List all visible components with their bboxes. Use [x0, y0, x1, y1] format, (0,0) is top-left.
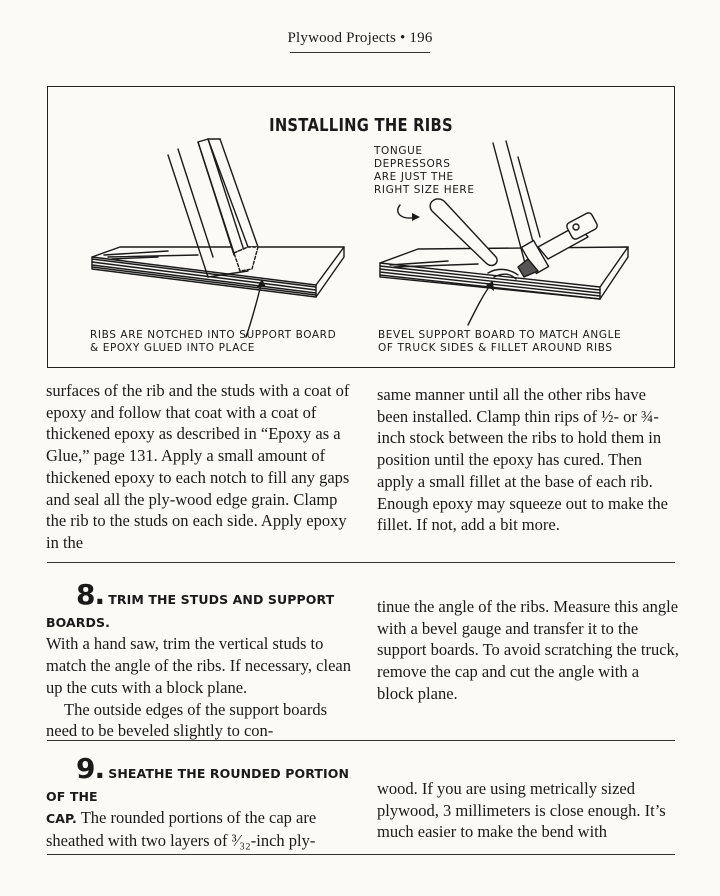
step8-heading: TRIM THE STUDS AND SUPPORT BOARDS. [46, 592, 335, 630]
callout-tongue-depressors: TONGUE DEPRESSORS ARE JUST THE RIGHT SIZE HERE [374, 145, 475, 196]
top-right-text: same manner until all the other ribs have been installed. Clamp thin rips of ½- or ¾-inch stock between the ribs to hold them in position until the epoxy has cured. Then apply a small fillet at the base of each rib. Enough epoxy may squeeze out to make the fillet. If not, add a bit more. [377, 385, 668, 535]
top-right-column [377, 384, 679, 536]
step8-right-text: tinue the angle of the ribs. Measure this angle with a bevel gauge and transfer it to the support boards. To avoid scratching the truck, remove the cap and cut the angle with a block plane. [377, 597, 679, 703]
step9-left-column [46, 752, 351, 852]
section-divider-2 [47, 740, 675, 741]
top-left-column [46, 380, 351, 554]
step9-right-column [377, 778, 679, 843]
right-caption-pointer [468, 283, 492, 325]
header-rule [290, 52, 430, 53]
step9-heading-line [46, 752, 351, 807]
top-left-text: surfaces of the rib and the studs with a coat of epoxy and follow that coat with a coat of thickened epoxy as described in “Epoxy as a Glue,” page 131. Apply a small amount of thickened epoxy to each notch to fill any gaps and seal all the ply-wood edge grain. Clamp the rib to the studs on each side. Apply epoxy in the [46, 381, 350, 552]
step8-heading-line [46, 578, 351, 633]
step8-right-column [377, 596, 679, 705]
step8-left-p2: The outside edges of the support boards need to be beveled slightly to con- [46, 699, 328, 741]
right-support-board [380, 247, 628, 299]
step8-left-column [46, 578, 351, 742]
step9-number: 9. [76, 752, 105, 785]
rib-illustration [48, 87, 676, 369]
figure-title: INSTALLING THE RIBS [269, 115, 453, 136]
step9-body [46, 807, 351, 851]
figure-installing-ribs [47, 86, 675, 368]
running-header [0, 30, 720, 47]
header-title: Plywood Projects • 196 [287, 30, 433, 46]
step8-left-p1: With a hand saw, trim the vertical studs to match the angle of the ribs. If necessary, clean up the cuts with a block plane. [46, 634, 351, 697]
step9-left-text: The rounded portions of the cap are sheathed with two layers of ³⁄₃₂-inch ply- [46, 808, 317, 851]
step8-number: 8. [76, 578, 105, 611]
section-divider-3 [47, 854, 675, 855]
section-divider-1 [47, 562, 675, 563]
step9-heading-b: CAP. [46, 811, 77, 827]
caption-right: BEVEL SUPPORT BOARD TO MATCH ANGLE OF TRUCK SIDES & FILLET AROUND RIBS [378, 329, 622, 354]
left-support-board [92, 247, 344, 297]
caption-left: RIBS ARE NOTCHED INTO SUPPORT BOARD & EPOXY GLUED INTO PLACE [90, 329, 337, 354]
step9-heading-a: SHEATHE THE ROUNDED PORTION OF THE [46, 766, 350, 804]
step9-right-text: wood. If you are using metrically sized plywood, 3 millimeters is close enough. It’s much easier to make the bend with [377, 779, 666, 842]
